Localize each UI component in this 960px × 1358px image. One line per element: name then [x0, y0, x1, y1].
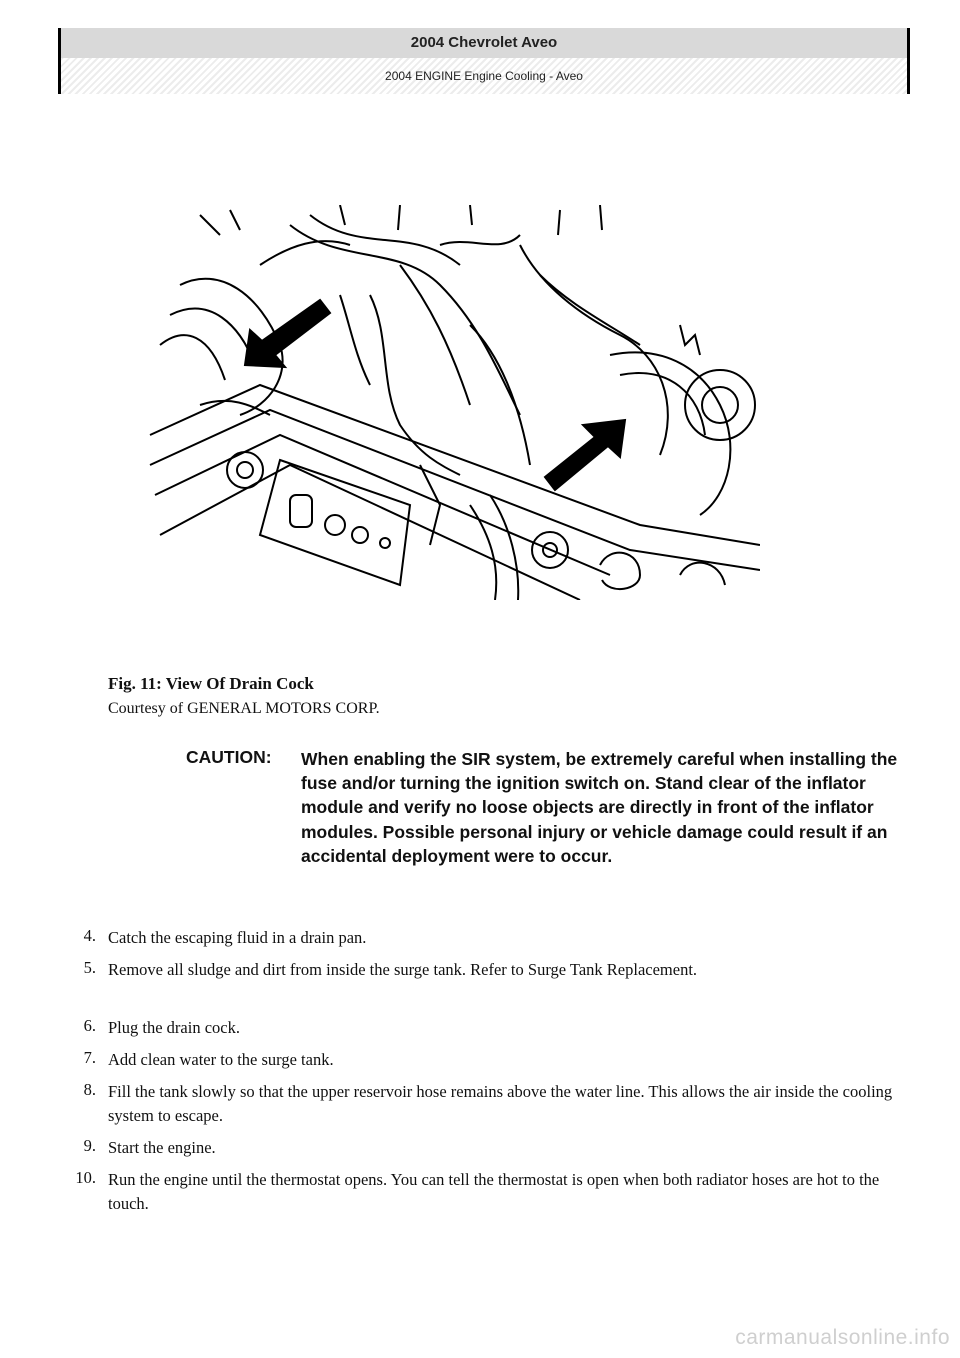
step-number: 9.: [83, 1136, 96, 1155]
watermark: carmanualsonline.info: [735, 1326, 950, 1349]
step-number: 7.: [83, 1048, 96, 1067]
step-text: Start the engine.: [108, 1138, 216, 1157]
step-text: Fill the tank slowly so that the upper reservoir hose remains above the water line. This allows the air inside the cooling system to escape.: [108, 1082, 893, 1125]
figure-caption: Fig. 11: View Of Drain Cock: [108, 674, 314, 693]
figure-courtesy: Courtesy of GENERAL MOTORS CORP.: [108, 700, 380, 717]
caution-label: CAUTION:: [186, 747, 272, 767]
document-header: [58, 28, 910, 94]
caution-text: When enabling the SIR system, be extremely careful when installing the fuse and/or turning the ignition switch on. Stand clear of the inflator module and verify no loose objects are directly in front of the inflator modules. Possible personal injury or vehicle damage could result if an accidental deployment were to occur.: [301, 749, 898, 866]
step-number: 10.: [75, 1168, 96, 1187]
step-number: 8.: [83, 1080, 96, 1099]
step-text: Run the engine until the thermostat opens. You can tell the thermostat is open when both radiator hoses are hot to the touch.: [108, 1170, 880, 1213]
step-text: Plug the drain cock.: [108, 1018, 240, 1037]
step-number: 4.: [83, 926, 96, 945]
step-text: Remove all sludge and dirt from inside the surge tank. Refer to Surge Tank Replacement.: [108, 960, 698, 979]
step-text: Add clean water to the surge tank.: [108, 1050, 334, 1069]
step-number: 6.: [83, 1016, 96, 1035]
step-text: Catch the escaping fluid in a drain pan.: [108, 928, 367, 947]
step-number: 5.: [83, 958, 96, 977]
header-title: 2004 Chevrolet Aveo: [61, 28, 907, 58]
drain-cock-illustration: [140, 205, 760, 600]
header-subtitle: 2004 ENGINE Engine Cooling - Aveo: [61, 58, 907, 94]
